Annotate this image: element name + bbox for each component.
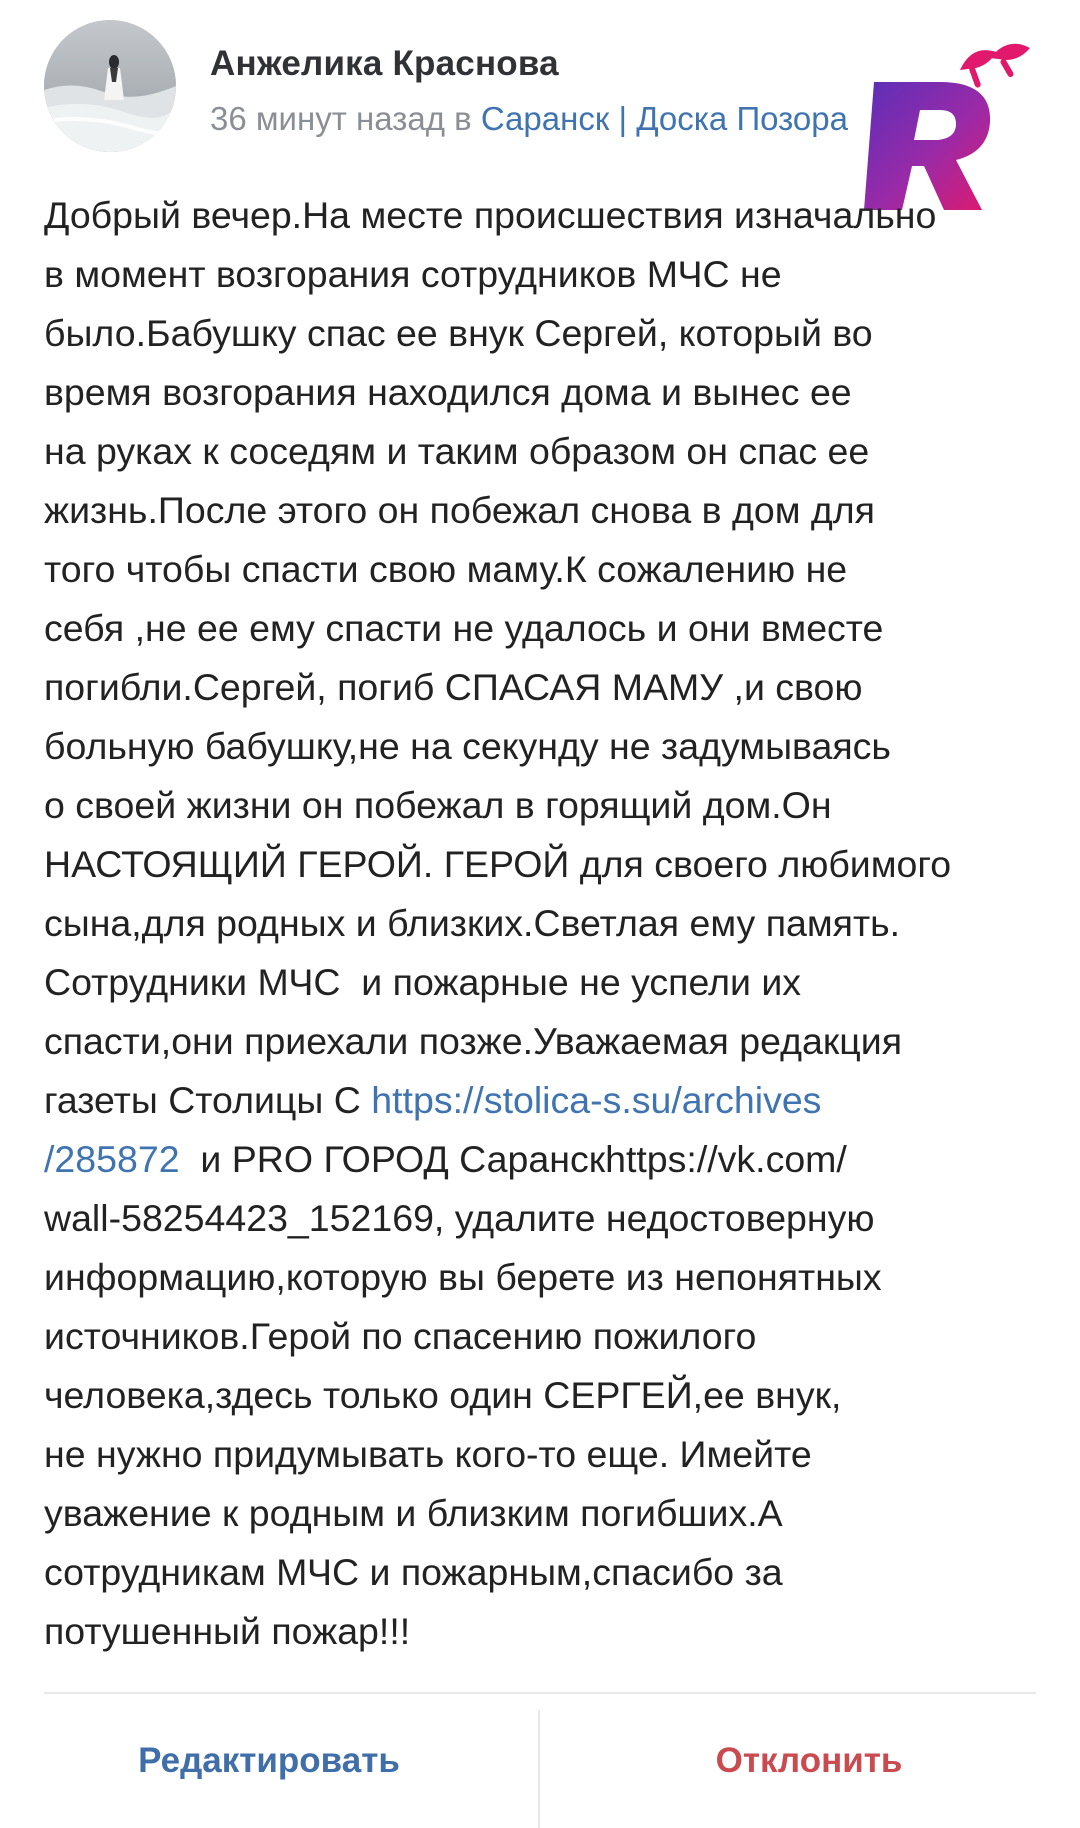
post-actions [0,1694,1080,1828]
post-text-part-1: Добрый вечер.На месте происшествия изначально в момент возгорания сотрудников МЧС не было.Бабушку спас ее внук Сергей, который во время возгорания находился дома и вынес ее на руках к соседям и таким образом он спас ее жизнь.После этого он побежал снова в дом для того чтобы спасти свою маму.К сожалению не себя ,не ее ему спасти не удалось и они вместе погибли.Сергей, погиб СПАСАЯ МАМУ ,и свою больную бабушку,не на секунду не задумываясь о своей жизни он побежал в горящий дом.Он НАСТОЯЩИЙ ГЕРОЙ. ГЕРОЙ для своего любимого сына,для родных и близких.Светлая ему память. Сотрудники МЧС и пожарные не успели их спасти,они приехали позже.Уважаемая редакция газеты Столицы С [44,194,952,1121]
post-text-part-2: и PRO ГОРОД Саранскhttps://vk.com/ wall-58254423_152169, удалите недостоверную информацию,которую вы берете из непонятных источников.Герой по спасению пожилого человека,здесь только один СЕРГЕЙ,ее внук, не нужно придумывать кого-то еще. Имейте уважение к родным и близким погибших.А сотрудникам МЧС и пожарным,спасибо за потушенный пожар!!! [44,1138,882,1652]
avatar[interactable] [44,20,176,152]
post-time: 36 минут назад в [210,100,472,137]
avatar-photo-icon [44,20,176,152]
edit-button[interactable]: Редактировать [138,1741,400,1780]
author-name[interactable]: Анжелика Краснова [210,44,559,83]
post-text [44,186,1044,1661]
board-link[interactable]: Доска Позора [636,100,848,137]
post-link-stolica[interactable]: https://stolica-s.su/archives /285872 [44,1079,822,1180]
reject-button[interactable]: Отклонить [715,1741,903,1780]
meta-separator: | [618,100,628,137]
post-meta [210,100,848,138]
location-link[interactable]: Саранск [480,100,610,137]
